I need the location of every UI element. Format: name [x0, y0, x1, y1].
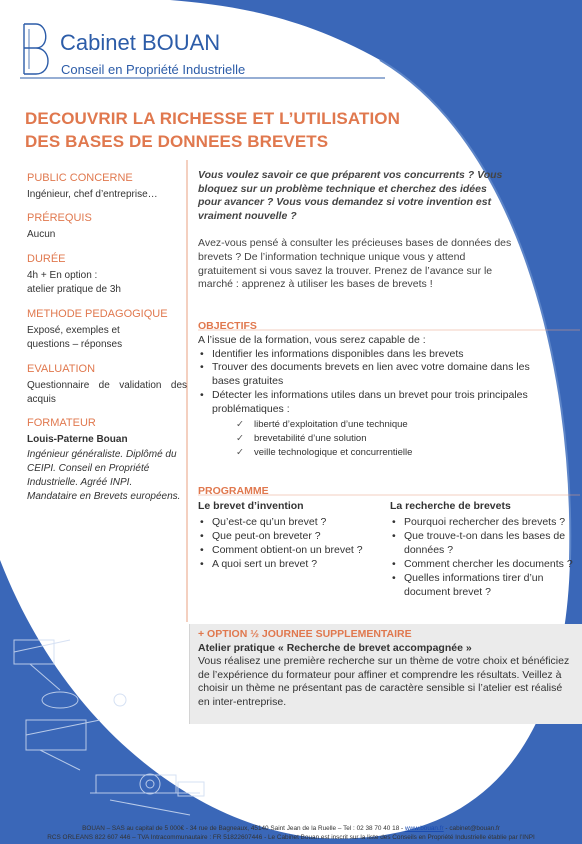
programme-left-list	[198, 515, 383, 571]
website-link[interactable]: www.bouan.fr	[404, 825, 444, 832]
list-item: • Que peut-on breveter ?	[198, 529, 383, 543]
sidebar-duree	[27, 252, 187, 297]
formateur-name: Louis-Paterne Bouan	[27, 434, 128, 445]
option-box	[190, 624, 582, 724]
list-item: • Quelles informations tirer d’un document brevet ?	[390, 571, 564, 599]
methode-heading: METHODE PEDAGOGIQUE	[27, 308, 168, 320]
option-subtitle: Atelier pratique « Recherche de brevet accompagnée »	[198, 641, 472, 654]
list-item: • Qu’est-ce qu’un brevet ?	[198, 515, 383, 529]
list-item: • Identifier les informations disponibles dans les brevets	[198, 348, 538, 362]
list-item: • A quoi sert un brevet ?	[198, 557, 383, 571]
programme-right	[390, 499, 580, 599]
duree-line-1: 4h + En option :	[27, 270, 98, 281]
company-name: Cabinet BOUAN	[60, 30, 221, 55]
title-line-1: DECOUVRIR LA RICHESSE ET L’UTILISATION	[25, 109, 400, 128]
objectifs-section	[198, 320, 538, 460]
sidebar-evaluation	[27, 362, 187, 407]
list-item: • Comment obtient-on un brevet ?	[198, 543, 383, 557]
duree-line-2: atelier pratique de 3h	[27, 284, 121, 295]
duree-heading: DURÉE	[27, 253, 66, 265]
prerequis-heading: PRÉREQUIS	[27, 212, 92, 224]
prerequis-text: Aucun	[27, 229, 56, 240]
intro-paragraph: Avez-vous pensé à consulter les précieuses bases de données des brevets ? De l’information technique unique vous y attend gratuitement si vous savez la trouver. Prenez de l’avance sur le marché : apprenez à utiliser les bases de brevets !	[198, 237, 512, 291]
footer-email: - cabinet@bouan.fr	[443, 825, 500, 832]
sidebar-prerequis	[27, 211, 187, 242]
check-item: ✓ brevetabilité d’une solution	[232, 432, 538, 446]
public-heading: PUBLIC CONCERNE	[27, 172, 133, 184]
programme-left-title: Le brevet d’invention	[198, 500, 304, 512]
list-item: • Trouver des documents brevets en lien avec votre domaine dans les bases gratuites	[198, 361, 542, 389]
logo-b-icon	[20, 22, 54, 76]
objectifs-list	[198, 348, 538, 417]
check-item: ✓ liberté d’exploitation d’une technique	[232, 418, 538, 432]
public-text: Ingénieur, chef d’entreprise…	[27, 189, 158, 200]
page-title	[25, 107, 400, 153]
footer	[0, 824, 582, 842]
sidebar-methode	[27, 307, 177, 352]
footer-line-2: RCS ORLEANS 822 607 446 – TVA Intracommunautaire : FR 51822607446 - Le Cabinet Bouan est inscrit sur la liste des Conseils en Propriété Industrielle établie par l’INPI	[47, 834, 535, 841]
logo-mark	[20, 22, 54, 76]
list-item: • Comment chercher les documents ?	[390, 557, 580, 571]
objectifs-heading: OBJECTIFS	[198, 320, 257, 332]
footer-line-1	[0, 824, 582, 833]
programme-heading: PROGRAMME	[198, 485, 269, 497]
check-item: ✓ veille technologique et concurrentielle	[232, 446, 538, 460]
company-tagline: Conseil en Propriété Industrielle	[61, 62, 246, 77]
objectifs-checklist	[232, 418, 538, 460]
evaluation-heading: EVALUATION	[27, 363, 96, 375]
objectifs-lead: A l’issue de la formation, vous serez capable de :	[198, 333, 426, 346]
sidebar-public	[27, 171, 187, 202]
footer-address: BOUAN – SAS au capital de 5 000€ - 34 rue de Bagneaux, 45140 Saint Jean de la Ruelle – Tel : 02 38 70 40 18 -	[82, 825, 405, 832]
programme-right-list	[390, 515, 580, 599]
intro-questions: Vous voulez savoir ce que préparent vos concurrents ? Vous bloquez sur un problème technique et cherchez des idées pour avancer ? Vous vous demandez si votre invention est vraiment nouvelle ?	[198, 169, 503, 222]
formateur-bio: Ingénieur généraliste. Diplômé du CEIPI. Conseil en Propriété Industrielle. Agréé INPI. Mandataire en Brevets européens.	[27, 449, 181, 502]
title-line-2: DES BASES DE DONNEES BREVETS	[25, 132, 329, 151]
option-text: Vous réalisez une première recherche sur un thème de votre choix et bénéficiez de l’expérience du formateur pour affiner et comprendre les résultats. Veillez à choisir un thème ne présentant pas de caractère sensible si l’atelier est réalisé en inter-entreprise.	[198, 655, 570, 708]
programme-left	[198, 499, 383, 571]
methode-text: Exposé, exemples et questions – réponses	[27, 325, 123, 350]
list-item: • Détecter les informations utiles dans un brevet pour trois principales problématiques :	[198, 389, 548, 417]
formateur-heading: FORMATEUR	[27, 417, 96, 429]
programme-right-title: La recherche de brevets	[390, 500, 511, 512]
sidebar-formateur	[27, 416, 185, 504]
option-heading: + OPTION ½ JOURNEE SUPPLEMENTAIRE	[198, 628, 412, 640]
list-item: • Que trouve-t-on dans les bases de données ?	[390, 529, 574, 557]
list-item: • Pourquoi rechercher des brevets ?	[390, 515, 580, 529]
evaluation-text: Questionnaire de validation des acquis	[27, 380, 187, 405]
